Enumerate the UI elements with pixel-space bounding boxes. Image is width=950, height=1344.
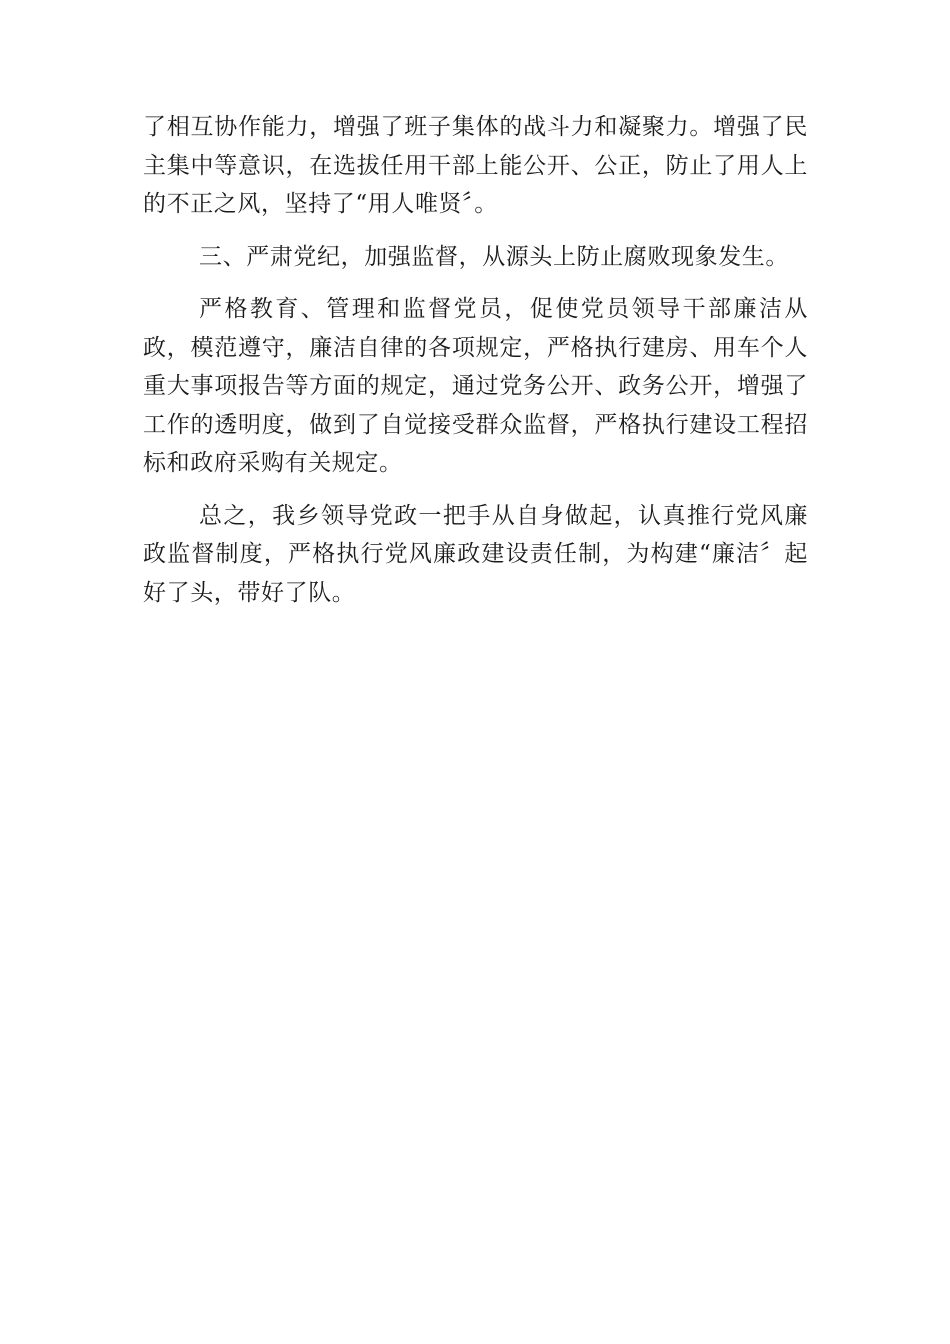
paragraph-conclusion: 总之，我乡领导党政一把手从自身做起，认真推行党风廉政监督制度，严格执行党风廉政建设责任制，为构建“廉洁〞起好了头，带好了队。 xyxy=(143,502,808,606)
paragraph-supervision: 严格教育、管理和监督党员，促使党员领导干部廉洁从政，模范遵守，廉洁自律的各项规定，严格执行建房、用车个人重大事项报告等方面的规定，通过党务公开、政务公开，增强了工作的透明度，做到了自觉接受群众监督，严格执行建设工程招标和政府采购有关规定。 xyxy=(143,296,808,476)
section-heading-three: 三、严肃党纪，加强监督，从源头上防止腐败现象发生。 xyxy=(199,243,789,270)
document-body xyxy=(143,108,808,626)
paragraph-continuation: 了相互协作能力，增强了班子集体的战斗力和凝聚力。增强了民主集中等意识，在选拔任用干部上能公开、公正，防止了用人上的不正之风，坚持了“用人唯贤〞。 xyxy=(143,114,808,217)
